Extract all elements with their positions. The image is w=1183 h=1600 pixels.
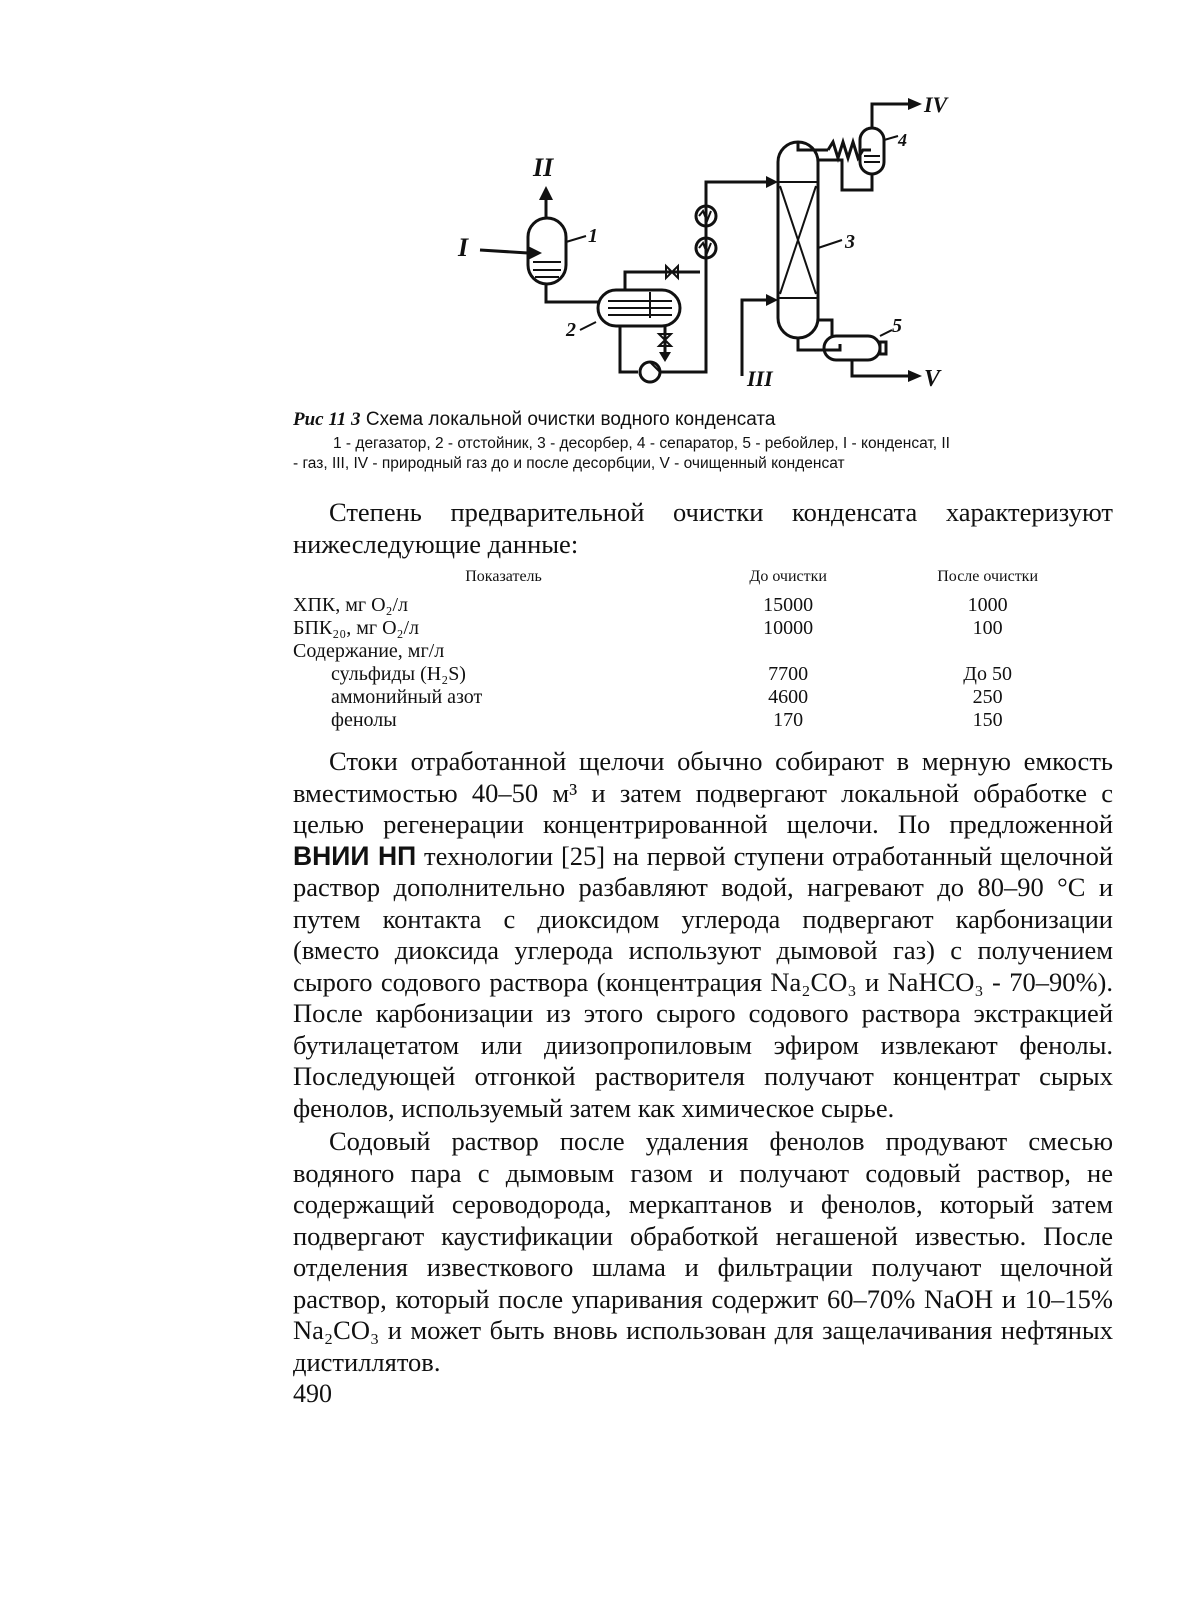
label-4: 4 [898, 130, 907, 150]
label-5: 5 [892, 315, 902, 337]
scheme-drawing [440, 90, 960, 395]
figure-caption [293, 408, 1123, 474]
row-label: аммонийный азот [331, 686, 483, 708]
row-before [714, 640, 862, 663]
label-II: II [533, 153, 554, 182]
label-V: V [924, 366, 941, 392]
paragraph-1-text-a: Стоки отработанной щелочи обычно собирают в мерную емкость вместимостью 40–50 м³ и затем подвергают локальной обработке с целью регенерации концентрированной щелочи. По предложенной [293, 746, 1113, 839]
header-after: После очистки [937, 568, 1039, 585]
reboiler-vessel [824, 336, 880, 360]
figure-title: Схема локальной очистки водного конденсата [365, 409, 776, 430]
row-before: 7700 [768, 663, 809, 685]
table-row [293, 686, 1113, 709]
row-before: 170 [773, 709, 804, 731]
figure-legend-line-1: 1 - дегазатор, 2 - отстойник, 3 - десорбер, 4 - сепаратор, 5 - ребойлер, I - конденсат, II [333, 435, 950, 452]
gas-line-III [742, 300, 768, 376]
figure-legend-line-2: - газ, III, IV - природный газ до и после десорбции, V - очищенный конденсат [293, 455, 845, 472]
table-row [293, 709, 1113, 732]
process-scheme-figure [440, 90, 960, 395]
table-row [293, 594, 1113, 617]
feed-line-I [480, 250, 528, 253]
settler-vent-line [625, 272, 700, 290]
row-before: 4600 [768, 686, 809, 708]
label-3: 3 [845, 231, 855, 253]
row-before: 10000 [763, 617, 814, 639]
row-before: 15000 [763, 594, 814, 616]
table-row [293, 617, 1113, 640]
row-after: 150 [972, 709, 1003, 731]
caption-title-line [293, 408, 1123, 432]
row-label: БПК₂₀, мг O₂/л [293, 617, 420, 639]
table-intro-paragraph [293, 497, 1113, 560]
row-label: ХПК, мг O₂/л [293, 594, 409, 616]
row-after: 100 [972, 617, 1003, 639]
gas-arrow-II [539, 186, 553, 200]
page-number: 490 [293, 1379, 332, 1408]
table-row [293, 663, 1113, 686]
column-bottom-line [798, 338, 840, 350]
table-header-row [293, 565, 1113, 594]
degasser-to-settler-line [546, 284, 600, 302]
row-label: Содержание, мг/л [293, 640, 445, 662]
feed-arrow-I [528, 246, 542, 260]
label-III: III [747, 366, 773, 391]
header-indicator: Показатель [465, 568, 542, 585]
pump-icon [640, 362, 660, 382]
label-1: 1 [588, 225, 598, 247]
table-row [293, 640, 1113, 663]
purified-condensate-line-V [852, 360, 910, 376]
intro-text: Степень предварительной очистки конденсата характеризуют нижеследующие данные: [293, 497, 1113, 559]
header-before: До очистки [749, 568, 827, 585]
gas-line-IV [872, 104, 910, 128]
row-after: До 50 [963, 663, 1012, 685]
label-2: 2 [566, 319, 576, 341]
paragraph-1-bold: ВНИИ НП [293, 840, 417, 871]
row-after: 1000 [967, 594, 1008, 616]
purification-data-table [293, 565, 1113, 732]
label-IV: IV [924, 92, 948, 117]
paragraph-1-text-b: технологии [25] на первой ступени отработанный щелочной раствор дополнительно разбавляют водой, нагревают до 80–90 °С и путем контакта с диоксидом углерода подвергают карбонизации (вместо диоксида углерода используют дымовой газ) с получением сырого содового раствора (концентрация Na₂CO₃ и NaHCO₃ - 70–90%). После карбонизации из этого сырого содового раствора экстракцией бутилацетатом или диизопропиловым эфиром извлекают фенолы. Последующей отгонкой растворителя получают концентрат сырых фенолов, используемый затем как химическое сырье. [293, 840, 1114, 1123]
row-after [862, 640, 1113, 663]
row-label: фенолы [331, 709, 397, 731]
label-I: I [458, 233, 469, 262]
body-paragraph-2 [293, 1126, 1113, 1378]
separator-reflux-line [818, 160, 872, 190]
paragraph-2-text: Содовый раствор после удаления фенолов продувают смесью водяного пара с дымовым газом и получают содовый раствор, не содержащий сероводорода, меркаптанов и фенолов, который затем подвергают каустификации обработкой негашеной известью. После отделения известкового шлама и фильтрации получают щелочной раствор, который после упаривания содержит 60–70% NaOH и 10–15% Na₂CO₃ и может быть вновь использован для защелачивания нефтяных дистиллятов. [293, 1126, 1113, 1377]
figure-number: Рис 11 3 [293, 409, 361, 430]
row-after: 250 [972, 686, 1003, 708]
row-label: сульфиды (H₂S) [331, 663, 466, 685]
settler-outlet-line [620, 326, 638, 372]
body-paragraph-1 [293, 746, 1113, 1124]
column-feed-line [706, 182, 768, 188]
